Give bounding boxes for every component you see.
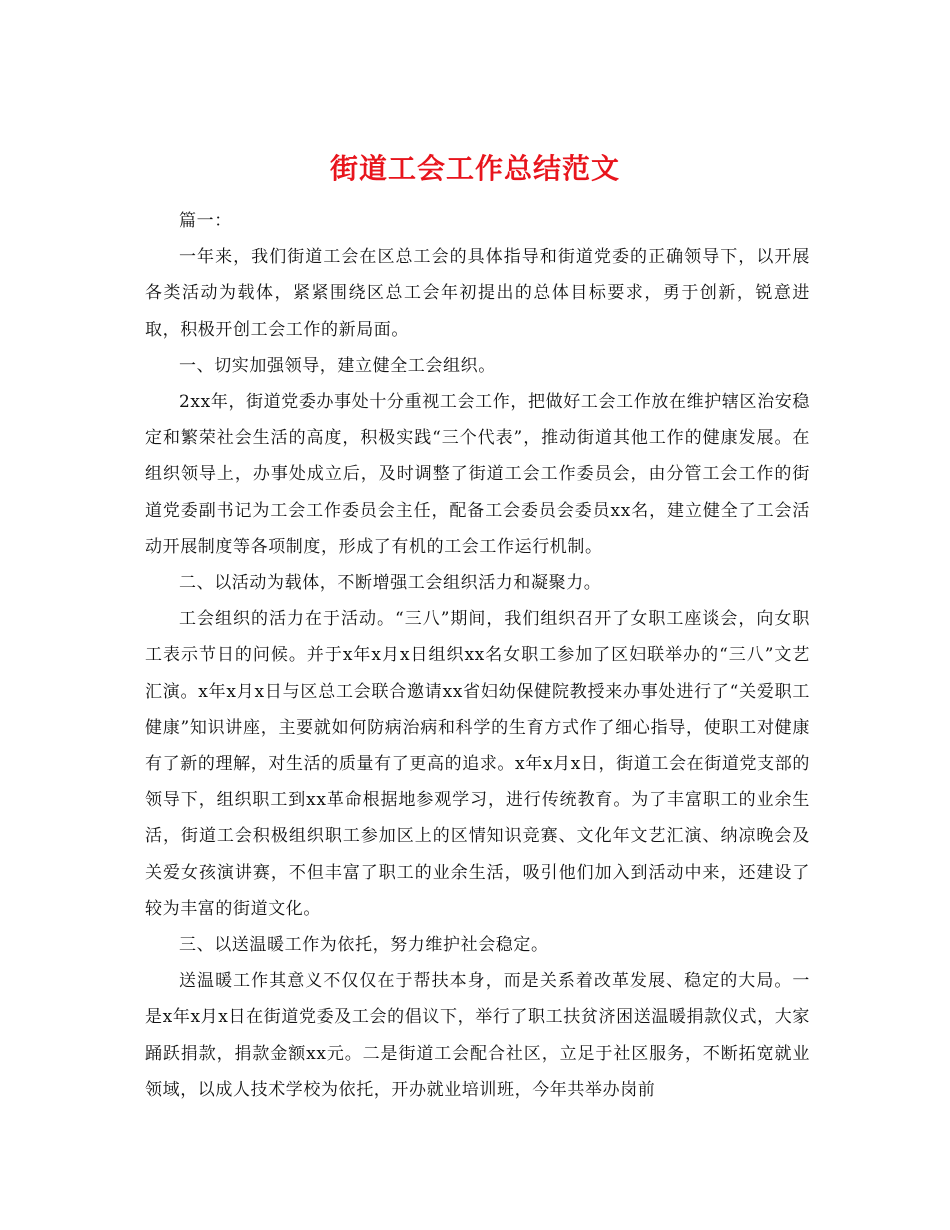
document-body — [145, 203, 810, 1108]
document-title: 街道工会工作总结范文 — [329, 151, 620, 185]
paragraph-intro: 一年来，我们街道工会在区总工会的具体指导和街道党委的正确领导下，以开展各类活动为载体，紧紧围绕区总工会年初提出的总体目标要求，勇于创新，锐意进取，积极开创工会工作的新局面。 — [145, 247, 810, 340]
paragraph-leadership: 2xx年，街道党委办事处十分重视工会工作，把做好工会工作放在维护辖区治安稳定和繁荣社会生活的高度，积极实践“三个代表”，推动街道其他工作的健康发展。在组织领导上，办事处成立后，及时调整了街道工会工作委员会，由分管工会工作的街道党委副书记为工会工作委员会主任，配备工会委员会委员xx名，建立健全了工会活动开展制度等各项制度，形成了有机的工会工作运行机制。 — [145, 392, 810, 557]
section-heading-1: 一、切实加强领导，建立健全工会组织。 — [179, 355, 496, 376]
paragraph-warmth: 送温暖工作其意义不仅仅在于帮扶本身，而是关系着改革发展、稳定的大局。一是x年x月x日在街道党委及工会的倡议下，举行了职工扶贫济困送温暖捐款仪式，大家踊跃捐款，捐款金额xx元。二是街道工会配合社区，立足于社区服务，不断拓宽就业领域，以成人技术学校为依托，开办就业培训班，今年共举办岗前 — [145, 971, 810, 1100]
section-heading-3: 三、以送温暖工作为依托，努力维护社会稳定。 — [179, 935, 549, 956]
paragraph-activities: 工会组织的活力在于活动。“三八”期间，我们组织召开了女职工座谈会，向女职工表示节日的问候。并于x年x月x日组织xx名女职工参加了区妇联举办的“三八”文艺汇演。x年x月x日与区总工会联合邀请xx省妇幼保健院教授来办事处进行了“关爱职工健康”知识讲座，主要就如何防病治病和科学的生育方式作了细心指导，使职工对健康有了新的理解，对生活的质量有了更高的追求。x年x月x日，街道工会在街道党支部的领导下，组织职工到xx革命根据地参观学习，进行传统教育。为了丰富职工的业余生活，街道工会积极组织职工参加区上的区情知识竞赛、文化年文艺汇演、纳凉晚会及关爱女孩演讲赛，不但丰富了职工的业余生活，吸引他们加入到活动中来，还建设了较为丰富的街道文化。 — [145, 609, 810, 919]
paragraph-heading-part-one: 篇一： — [179, 211, 232, 231]
section-heading-2: 二、以活动为载体，不断增强工会组织活力和凝聚力。 — [179, 573, 602, 594]
